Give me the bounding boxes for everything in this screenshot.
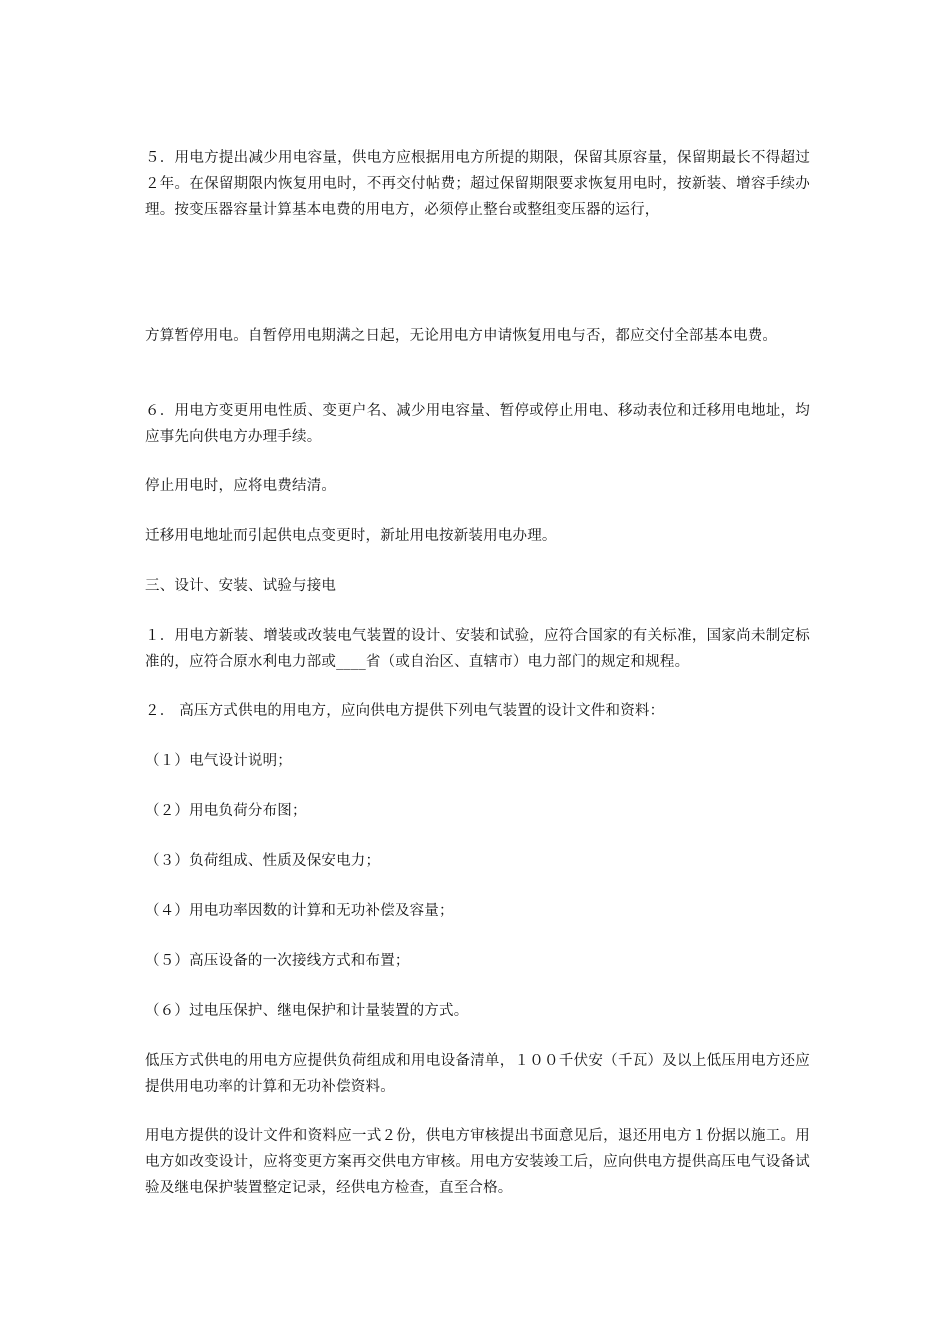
list-item: （２）用电负荷分布图； (145, 803, 307, 819)
paragraph-design-review: 用电方提供的设计文件和资料应一式２份，供电方审核提出书面意见后，退还用电方１份据以施工。用电方如改变设计，应将变更方案再交供电方审核。用电方安装竣工后，应向供电方提供高压电气设备试验及继电保护装置整定记录，经供电方检查，直至合格。 (145, 1128, 810, 1196)
list-item: （６）过电压保护、继电保护和计量装置的方式。 (145, 1003, 469, 1019)
paragraph-high-voltage-docs: ２． 高压方式供电的用电方，应向供电方提供下列电气装置的设计文件和资料： (145, 703, 665, 719)
list-item: （４）用电功率因数的计算和无功补偿及容量； (145, 903, 454, 919)
paragraph-standards: １．用电方新装、增装或改装电气装置的设计、安装和试验，应符合国家的有关标准，国家尚未制定标准的，应符合原水利电力部或____省（或自治区、直辖市）电力部门的规定和规程。 (145, 628, 810, 670)
paragraph-low-voltage: 低压方式供电的用电方应提供负荷组成和用电设备清单，１００千伏安（千瓦）及以上低压用电方还应提供用电功率的计算和无功补偿资料。 (145, 1053, 810, 1095)
paragraph-relocation: 迁移用电地址而引起供电点变更时，新址用电按新装用电办理。 (145, 528, 557, 544)
paragraph-capacity-reduction: ５．用电方提出减少用电容量，供电方应根据用电方所提的期限，保留其原容量，保留期最长不得超过２年。在保留期限内恢复用电时，不再交付帖费；超过保留期限要求恢复用电时，按新装、增容手续办理。按变压器容量计算基本电费的用电方，必须停止整台或整组变压器的运行， (145, 150, 810, 218)
paragraph-suspension: 方算暂停用电。自暂停用电期满之日起，无论用电方申请恢复用电与否，都应交付全部基本电费。 (145, 328, 778, 344)
section-heading-design: 三、设计、安装、试验与接电 (145, 578, 337, 594)
list-item: （１）电气设计说明； (145, 753, 292, 769)
list-item: （５）高压设备的一次接线方式和布置； (145, 953, 410, 969)
list-item: （３）负荷组成、性质及保安电力； (145, 853, 381, 869)
paragraph-stop-usage: 停止用电时，应将电费结清。 (145, 478, 337, 494)
paragraph-change-procedures: ６．用电方变更用电性质、变更户名、减少用电容量、暂停或停止用电、移动表位和迁移用电地址，均应事先向供电方办理手续。 (145, 403, 810, 445)
